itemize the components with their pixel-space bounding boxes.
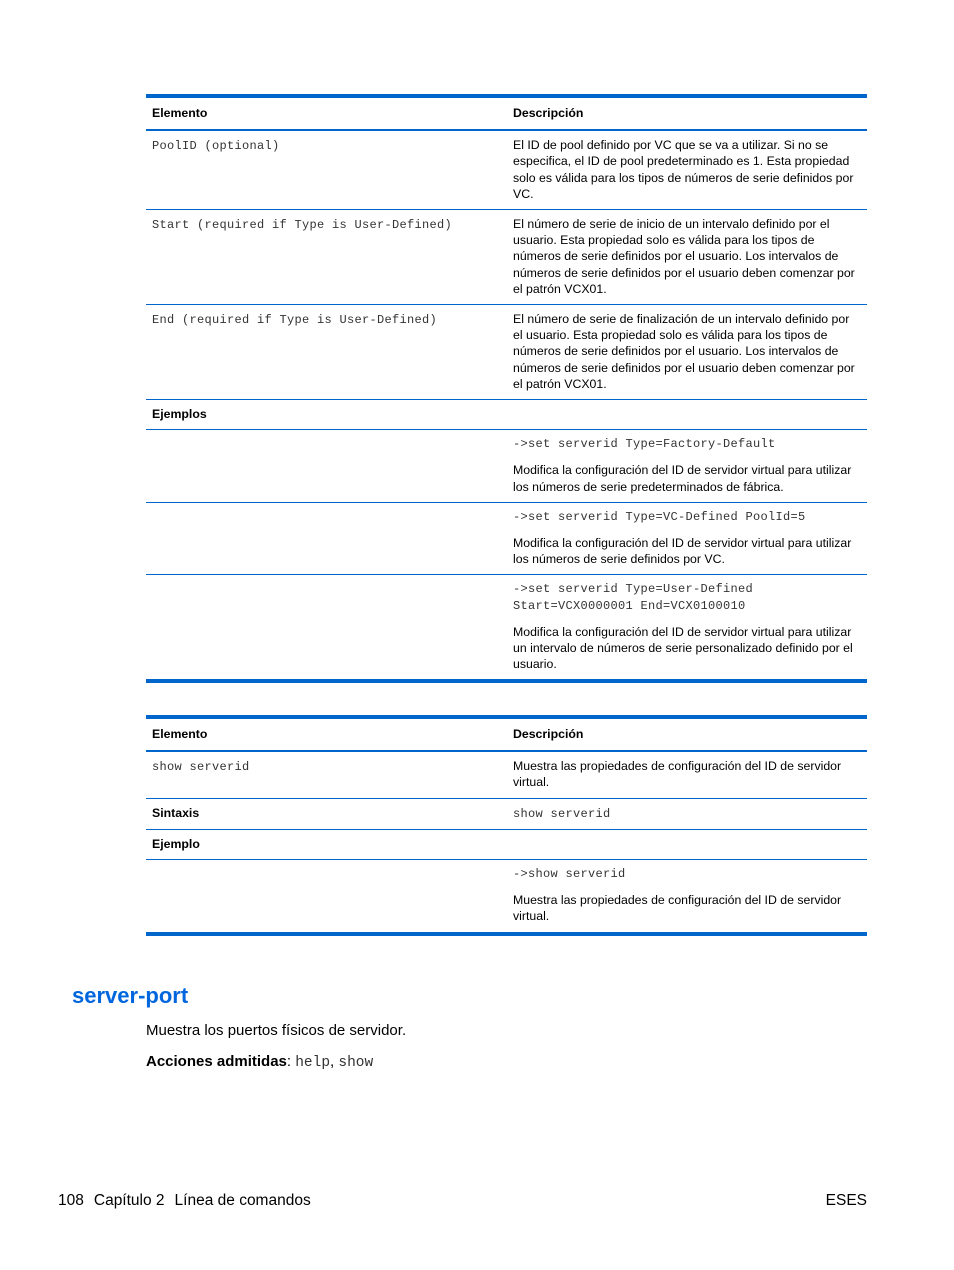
example-text: Modifica la configuración del ID de servidor virtual para utilizar un intervalo de números de serie personalizado definido por el usuario. bbox=[513, 624, 853, 672]
action-show: show bbox=[338, 1055, 374, 1071]
examples-label-row bbox=[146, 400, 867, 430]
example-text: Modifica la configuración del ID de servidor virtual para utilizar los números de serie predeterminados de fábrica. bbox=[513, 463, 852, 494]
element-name: End (required if Type is User-Defined) bbox=[152, 313, 438, 328]
element-name: Start (required if Type is User-Defined) bbox=[152, 218, 453, 233]
page-footer-right: ESES bbox=[825, 1192, 867, 1209]
example-code: ->set serverid Type=VC-Defined PoolId=5 bbox=[513, 509, 806, 524]
table-header-row bbox=[146, 717, 867, 751]
table-row bbox=[146, 305, 867, 400]
syntax-code: show serverid bbox=[513, 806, 611, 821]
element-description: El número de serie de finalización de un intervalo definido por el usuario. Esta propiedad solo es válida para los tipos de números de serie definidos por el usuario. Los intervalos de números de serie definidos por el usuario deben comenzar por el patrón VCX01. bbox=[507, 305, 867, 400]
supported-actions bbox=[146, 1053, 373, 1071]
chapter-title: Línea de comandos bbox=[174, 1192, 311, 1209]
example-row bbox=[146, 575, 867, 682]
examples-label: Ejemplos bbox=[146, 400, 507, 430]
actions-comma: , bbox=[330, 1053, 339, 1070]
example-row bbox=[146, 860, 867, 934]
actions-separator: : bbox=[286, 1053, 296, 1070]
table-row bbox=[146, 751, 867, 798]
example-label: Ejemplo bbox=[146, 829, 507, 859]
example-row bbox=[146, 430, 867, 503]
properties-table bbox=[146, 94, 867, 683]
show-serverid-table bbox=[146, 715, 867, 936]
table-row bbox=[146, 210, 867, 305]
header-description: Descripción bbox=[507, 96, 867, 130]
example-code: ->show serverid bbox=[513, 867, 626, 882]
header-description: Descripción bbox=[507, 717, 867, 751]
actions-label: Acciones admitidas bbox=[146, 1053, 287, 1070]
example-code: ->set serverid Type=Factory-Default bbox=[513, 437, 776, 452]
example-code: ->set serverid Type=User-Defined Start=VCX0000001 End=VCX0100010 bbox=[513, 582, 754, 613]
section-title: server-port bbox=[72, 983, 189, 1008]
page-number: 108 bbox=[58, 1192, 84, 1209]
example-text: Modifica la configuración del ID de servidor virtual para utilizar los números de serie definidos por VC. bbox=[513, 536, 852, 567]
element-description: Muestra las propiedades de configuración del ID de servidor virtual. bbox=[507, 751, 867, 798]
syntax-label: Sintaxis bbox=[146, 798, 507, 829]
example-text: Muestra las propiedades de configuración del ID de servidor virtual. bbox=[513, 893, 842, 924]
element-description: El número de serie de inicio de un intervalo definido por el usuario. Esta propiedad solo es válida para los tipos de números de serie definidos por el usuario. Los intervalos de números de serie definidos por el usuario deben comenzar por el patrón VCX01. bbox=[507, 210, 867, 305]
page-footer-left bbox=[58, 1192, 311, 1210]
syntax-row bbox=[146, 798, 867, 829]
header-element: Elemento bbox=[146, 717, 507, 751]
table-row bbox=[146, 130, 867, 209]
example-row bbox=[146, 502, 867, 575]
element-name: PoolID (optional) bbox=[152, 139, 280, 154]
table-header-row bbox=[146, 96, 867, 130]
chapter-label: Capítulo 2 bbox=[93, 1192, 165, 1209]
element-name: show serverid bbox=[152, 760, 250, 775]
header-element: Elemento bbox=[146, 96, 507, 130]
section-description: Muestra los puertos físicos de servidor. bbox=[146, 1022, 407, 1039]
action-help: help bbox=[295, 1055, 331, 1071]
element-description: El ID de pool definido por VC que se va a utilizar. Si no se especifica, el ID de pool predeterminado es 1. Esta propiedad solo es válida para los tipos de números de serie definidos por VC. bbox=[507, 130, 867, 209]
example-label-row bbox=[146, 829, 867, 859]
